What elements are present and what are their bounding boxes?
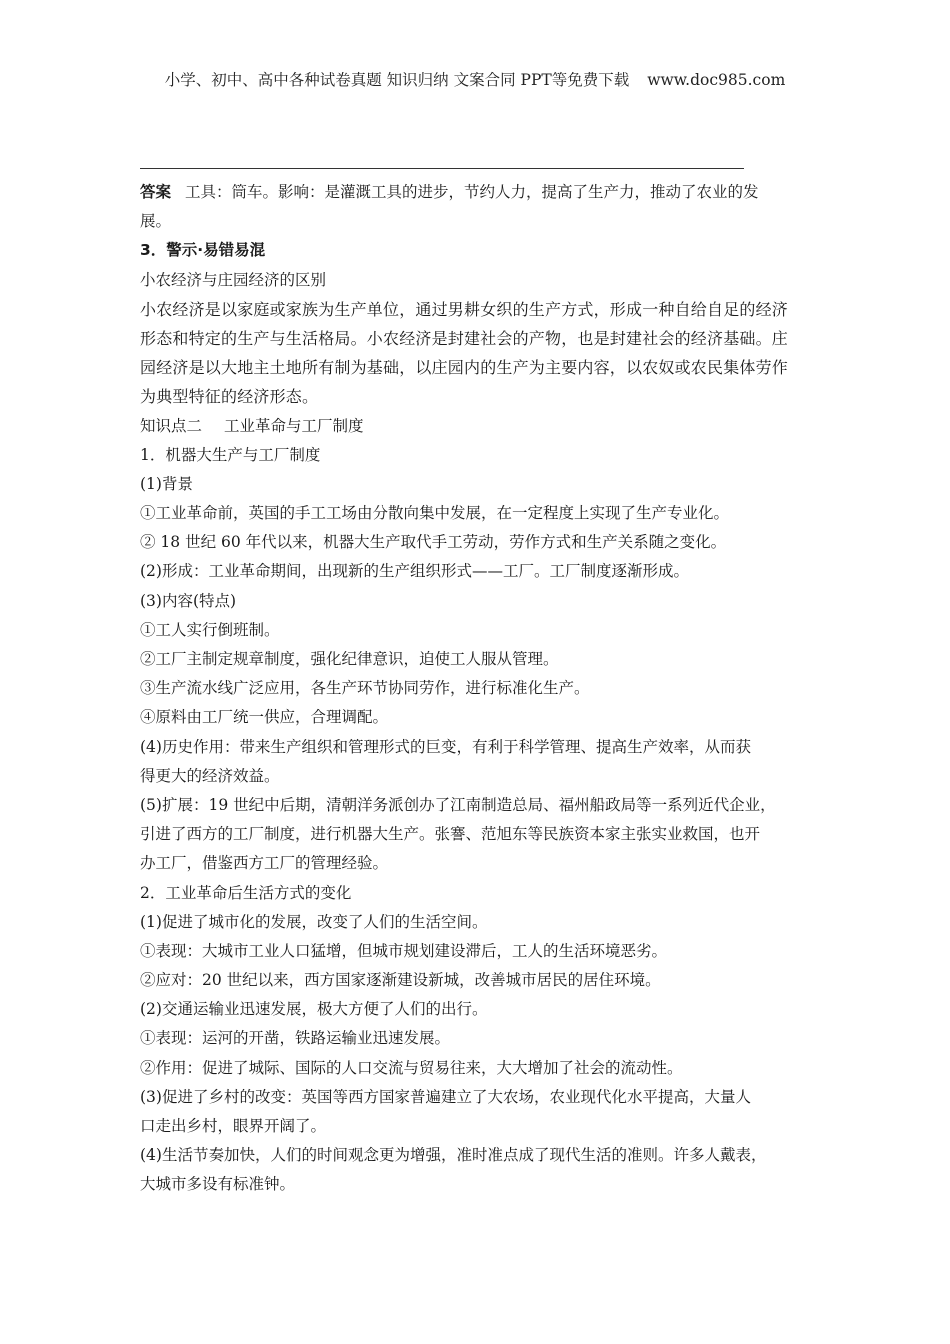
header-title: 小学、初中、高中各种试卷真题 知识归纳 文案合同 PPT等免费下载 [164,71,630,89]
part2-urban-item-1: ①表现：大城市工业人口猛增，但城市规划建设滞后，工人的生活环境恶劣。 [140,941,668,960]
part1-bg-item-1: ①工业革命前，英国的手工工场由分散向集中发展，在一定程度上实现了生产专业化。 [140,504,730,523]
part2-transport: (2)交通运输业迅速发展，极大方便了人们的出行。 [140,1000,488,1019]
part2-rural-line-2: 口走出乡村，眼界开阔了。 [140,1117,327,1135]
part1-ext-line-1: (5)扩展：19 世纪中后期，清朝洋务派创办了江南制造总局、福州船政局等一系列近代企业， [140,795,776,814]
part1-content-heading: (3)内容(特点) [140,591,237,610]
part1-role-line-1: (4)历史作用：带来生产组织和管理形式的巨变，有利于科学管理、提高生产效率，从而获 [140,737,751,756]
part2-transport-item-1: ①表现：运河的开凿，铁路运输业迅速发展。 [140,1029,451,1048]
part2-urban: (1)促进了城市化的发展，改变了人们的生活空间。 [140,912,488,931]
part2-transport-item-2: ②作用：促进了城际、国际的人口交流与贸易往来，大大增加了社会的流动性。 [140,1058,683,1077]
part1-bg-heading: (1)背景 [140,474,193,493]
part1-formation: (2)形成：工业革命期间，出现新的生产组织形式——工厂。工厂制度逐渐形成。 [140,562,689,581]
section3-para-line-2: 形态和特定的生产与生活格局。小农经济是封建社会的产物，也是封建社会的经济基础。庄 [140,328,789,348]
part2-pace-line-2: 大城市多设有标准钟。 [140,1175,296,1194]
page-header [0,68,950,90]
knowledge-point-label: 知识点二 [140,416,203,435]
part2-heading: 2．工业革命后生活方式的变化 [140,883,352,902]
answer-line-2: 展。 [140,212,172,231]
part1-bg-item-2: ② 18 世纪 60 年代以来，机器大生产取代手工劳动，劳作方式和生产关系随之变化。 [140,533,727,552]
section3-para-line-1: 小农经济是以家庭或家族为生产单位，通过男耕女织的生产方式，形成一种自给自足的经济 [140,299,789,319]
document-body [140,178,815,1200]
part2-rural-line-1: (3)促进了乡村的改变：英国等西方国家普遍建立了大农场，农业现代化水平提高，大量人 [140,1087,751,1106]
part1-content-item-4: ④原料由工厂统一供应，合理调配。 [140,708,389,727]
section3-para-line-3: 园经济是以大地主土地所有制为基础，以庄园内的生产为主要内容，以农奴或农民集体劳作 [140,358,789,378]
knowledge-point-heading [140,412,815,441]
section3-para-line-4: 为典型特征的经济形态。 [140,387,319,407]
answer-line-1 [140,178,815,207]
knowledge-point-title: 工业革命与工厂制度 [224,416,364,435]
part1-content-item-3: ③生产流水线广泛应用，各生产环节协同劳作，进行标准化生产。 [140,679,590,698]
part1-ext-line-2: 引进了西方的工厂制度，进行机器大生产。张謇、范旭东等民族资本家主张实业救国，也开 [140,825,761,844]
part1-ext-line-3: 办工厂，借鉴西方工厂的管理经验。 [140,854,389,873]
section3-subheading: 小农经济与庄园经济的区别 [140,270,327,289]
answer-label: 答案 [140,183,172,201]
part2-pace-line-1: (4)生活节奏加快，人们的时间观念更为增强，准时准点成了现代生活的准则。许多人戴表， [140,1146,767,1165]
header-divider [140,168,744,169]
part1-content-item-1: ①工人实行倒班制。 [140,620,280,639]
part2-urban-item-2: ②应对：20 世纪以来，西方国家逐渐建设新城，改善城市居民的居住环境。 [140,971,661,990]
answer-text-1: 工具：筒车。影响：是灌溉工具的进步，节约人力，提高了生产力，推动了农业的发 [185,183,759,201]
header-site-link[interactable]: www.doc985.com [647,71,786,89]
part1-content-item-2: ②工厂主制定规章制度，强化纪律意识，迫使工人服从管理。 [140,650,559,668]
section3-heading: 3．警示·易错易混 [140,241,266,260]
part1-heading: 1．机器大生产与工厂制度 [140,445,321,464]
part1-role-line-2: 得更大的经济效益。 [140,766,280,785]
